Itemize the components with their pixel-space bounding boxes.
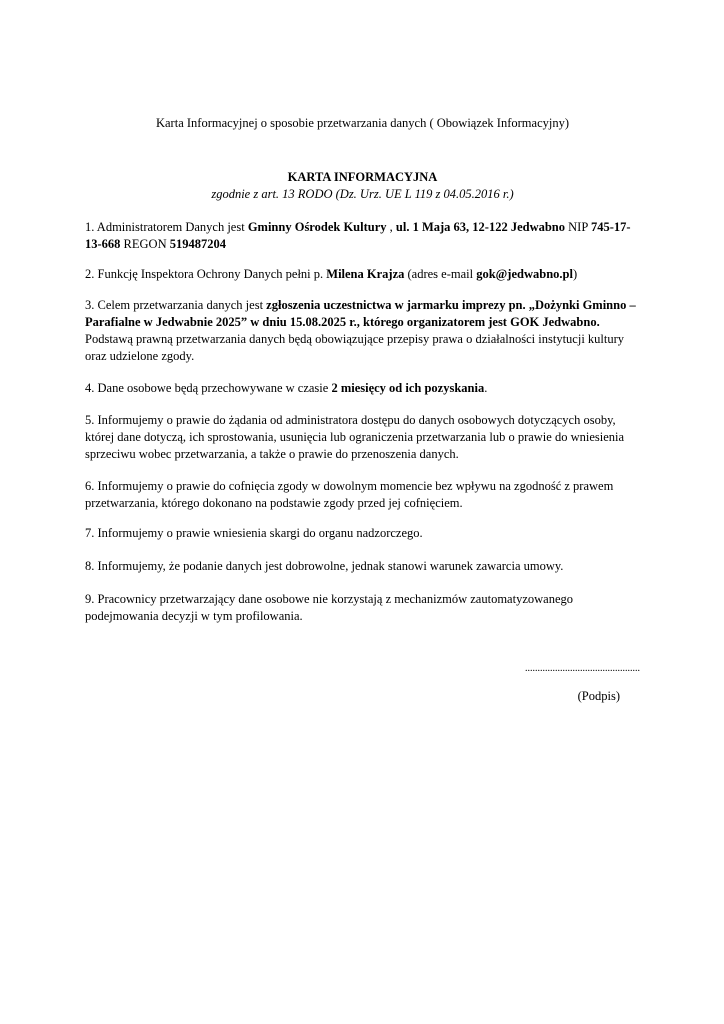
administrator-address: ul. 1 Maja 63, 12-122 Jedwabno	[395, 220, 565, 234]
administrator-nip: 745-17-13-668	[85, 220, 631, 251]
document-title: KARTA INFORMACYJNA	[287, 170, 438, 184]
item-1-text-c: NIP	[565, 220, 591, 234]
item-1-text-d: REGON	[120, 237, 170, 251]
item-4-text-a: 4. Dane osobowe będą przechowywane w czasie	[85, 381, 332, 395]
item-2-inspector	[85, 266, 640, 283]
document-page	[85, 0, 640, 1024]
signature-label: (Podpis)	[577, 689, 620, 703]
item-1-text-a: 1. Administratorem Danych jest	[85, 220, 248, 234]
administrator-regon: 519487204	[169, 237, 226, 251]
administrator-name: Gminny Ośrodek Kultury	[247, 220, 387, 234]
document-header: Karta Informacyjnej o sposobie przetwarzania danych ( Obowiązek Informacyjny)	[155, 116, 570, 130]
item-9-automated-decisions: 9. Pracownicy przetwarzający dane osobowe nie korzystają z mechanizmów zautomatyzowanego podejmowania decyzji w tym profilowania.	[85, 592, 573, 623]
item-8-voluntary: 8. Informujemy, że podanie danych jest dobrowolne, jednak stanowi warunek zawarcia umowy.	[85, 559, 564, 573]
document-subtitle: zgodnie z art. 13 RODO (Dz. Urz. UE L 119 z 04.05.2016 r.)	[211, 187, 514, 201]
item-7-complaint: 7. Informujemy o prawie wniesienia skargi do organu nadzorczego.	[85, 526, 423, 540]
item-6-consent-withdrawal: 6. Informujemy o prawie do cofnięcia zgody w dowolnym momencie bez wpływu na zgodność z prawem przetwarzania, którego dokonano na podstawie zgody przed jej cofnięciem.	[85, 479, 614, 510]
item-4-text-b: .	[484, 381, 488, 395]
item-2-text-b: (adres e-mail	[404, 267, 477, 281]
item-3-purpose	[85, 297, 640, 365]
inspector-email: gok@jedwabno.pl	[476, 267, 573, 281]
inspector-name: Milena Krajza	[326, 267, 405, 281]
item-3-text-a: 3. Celem przetwarzania danych jest	[85, 298, 267, 312]
item-5-rights: 5. Informujemy o prawie do żądania od administratora dostępu do danych osobowych dotyczących osoby, której dane dotyczą, ich sprostowania, usunięcia lub ograniczenia przetwarzania lub o prawie do wniesienia sprzeciwu wobec przetwarzania, a także o prawie do przenoszenia danych.	[85, 413, 625, 461]
item-1-text-b: ,	[386, 220, 396, 234]
item-4-retention	[85, 380, 640, 397]
retention-period: 2 miesięcy od ich pozyskania	[331, 381, 485, 395]
item-2-text-a: 2. Funkcję Inspektora Ochrony Danych pełni p.	[85, 267, 327, 281]
signature-line: ..............................................	[525, 663, 640, 674]
item-1-administrator	[85, 219, 640, 253]
item-2-text-c: )	[572, 267, 578, 281]
item-3-legal-basis: Podstawą prawną przetwarzania danych będą obowiązujące przepisy prawa o działalności instytucji kultury oraz udzielone zgody.	[85, 332, 625, 363]
processing-purpose: zgłoszenia uczestnictwa w jarmarku imprezy pn. „Dożynki Gminno – Parafialne w Jedwabnie 2025” w dniu 15.08.2025 r., którego organizatorem jest GOK Jedwabno.	[85, 298, 636, 329]
